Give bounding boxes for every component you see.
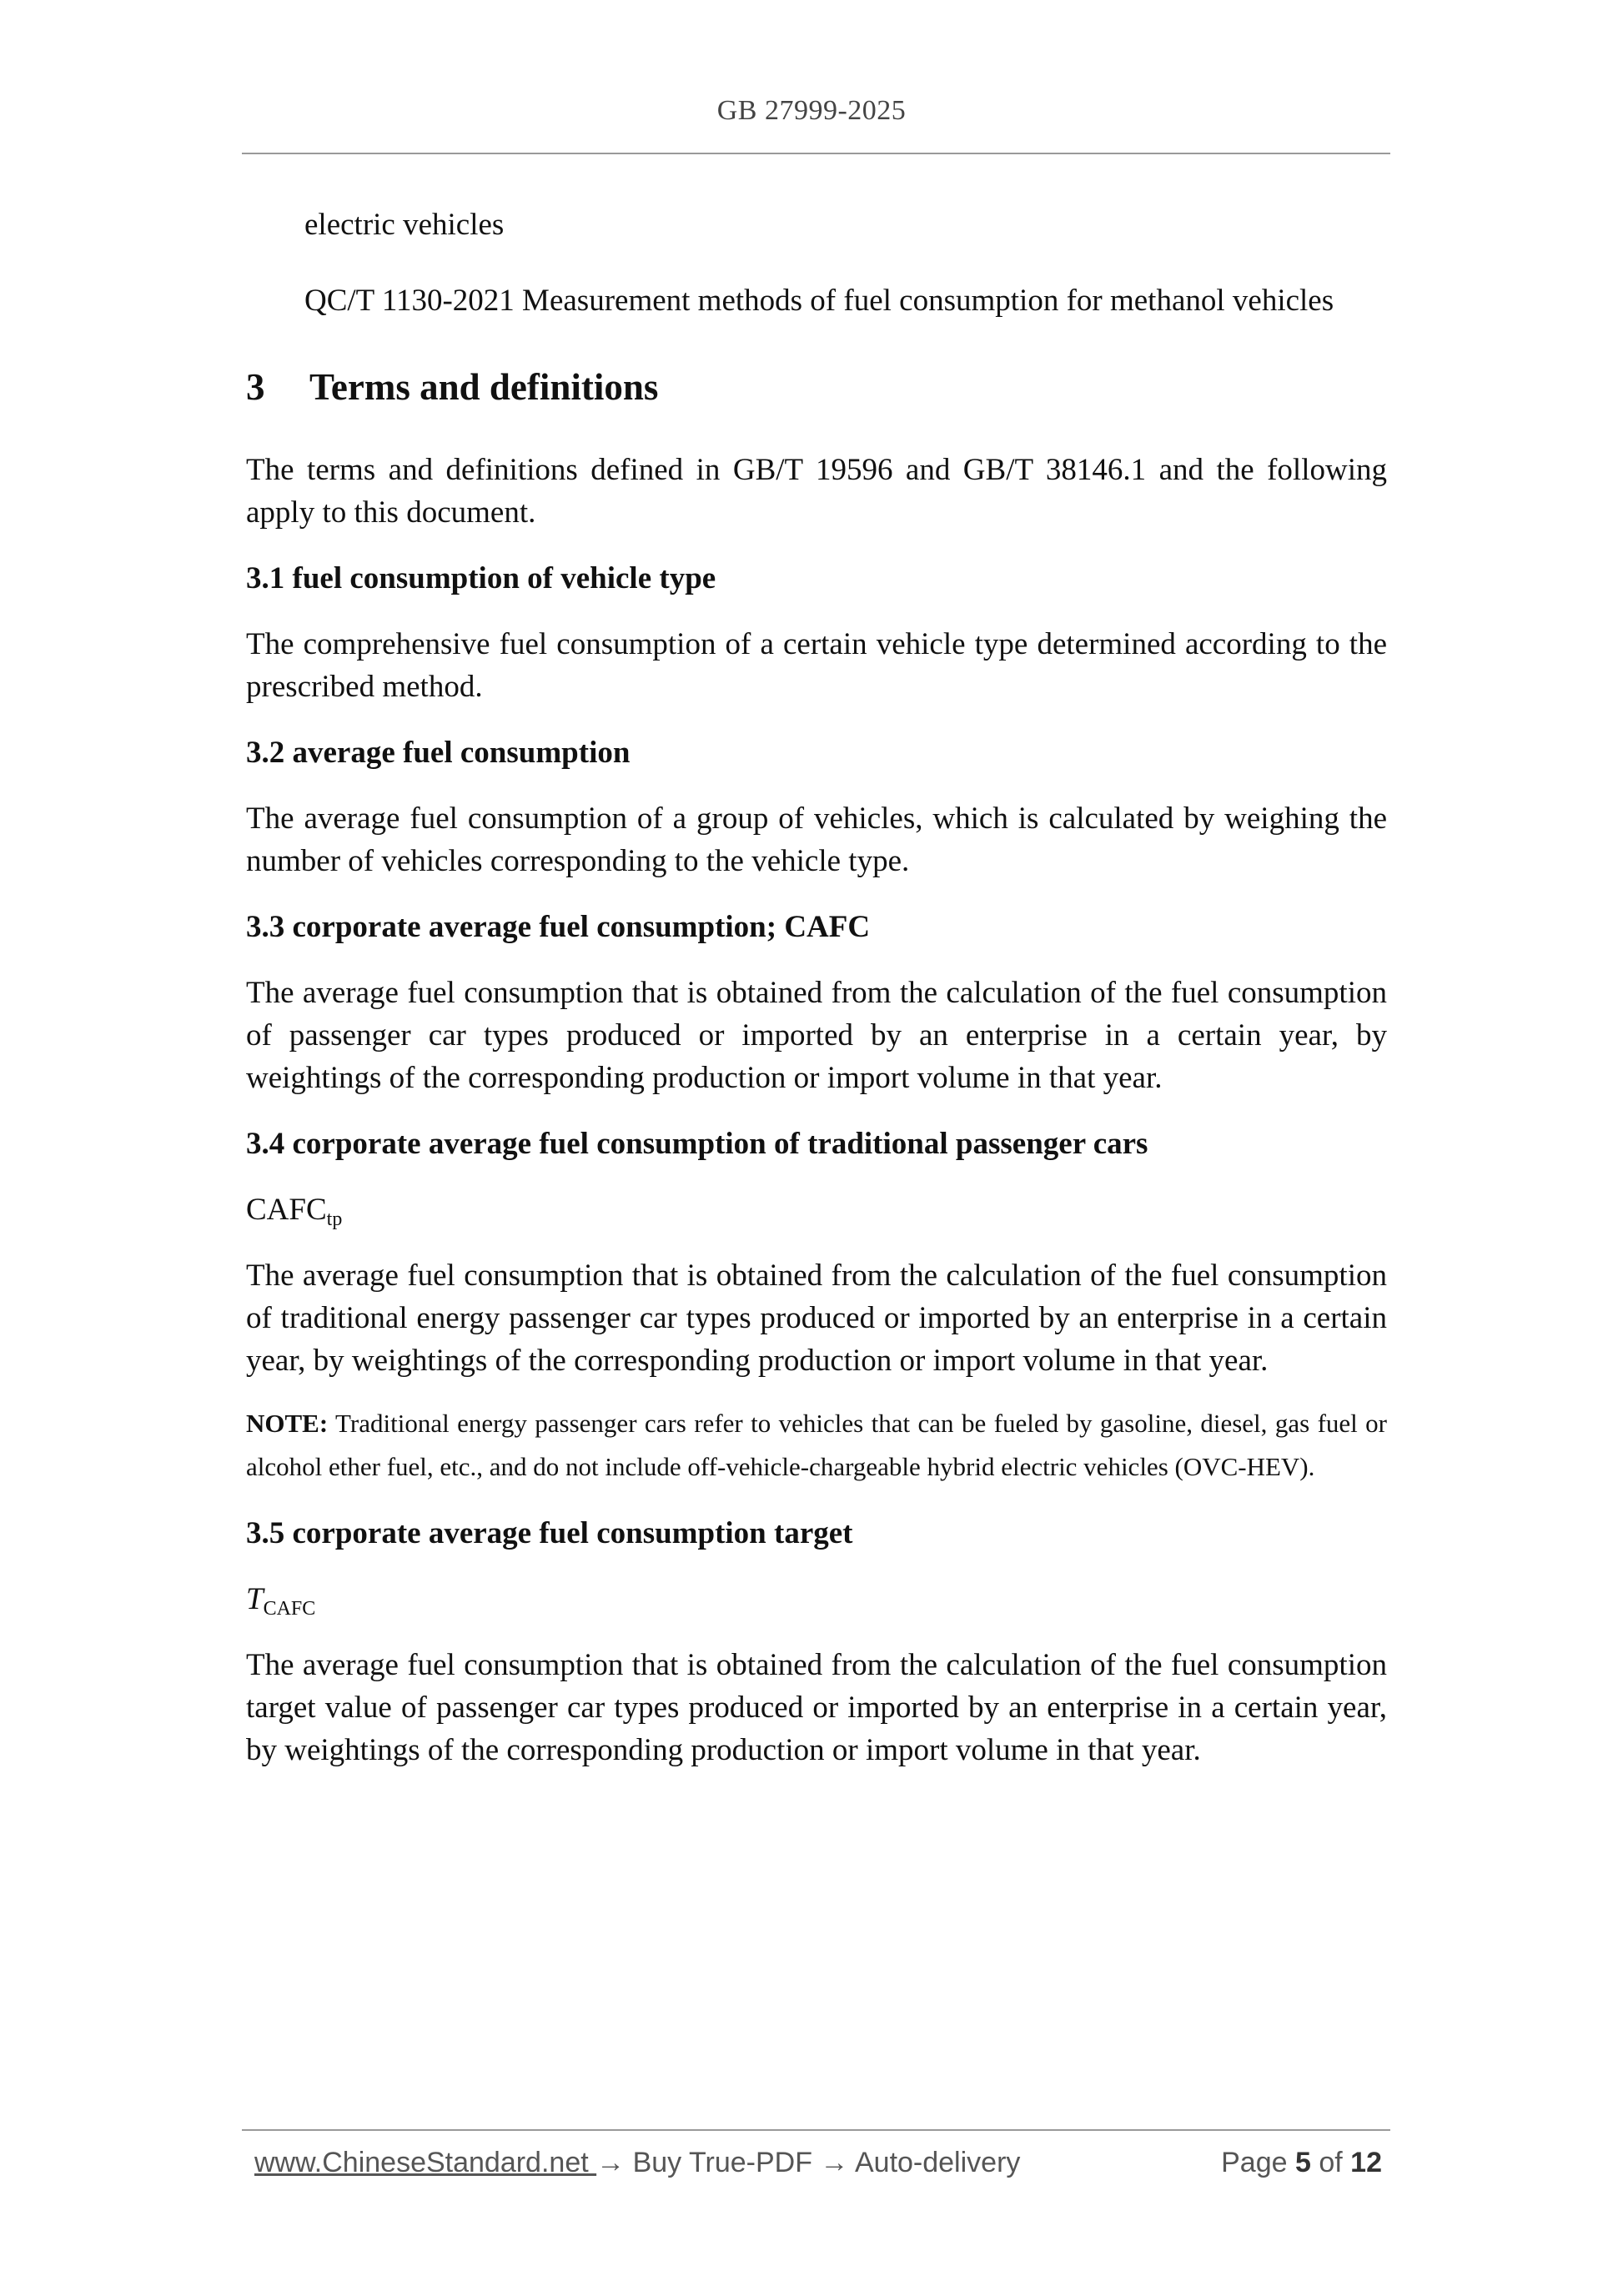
intro-continuation: electric vehicles bbox=[304, 208, 505, 242]
of-label: of bbox=[1319, 2147, 1343, 2178]
term-3-4-symbol-main: CAFC bbox=[246, 1193, 327, 1227]
page-label: Page bbox=[1221, 2147, 1288, 2178]
header-divider bbox=[242, 153, 1390, 154]
page-content bbox=[246, 203, 1387, 1771]
section-3-intro: The terms and definitions defined in GB/T 19596 and GB/T 38146.1 and the following apply to this document. bbox=[246, 453, 1387, 530]
note-label: NOTE: bbox=[246, 1409, 329, 1438]
note-text: Traditional energy passenger cars refer to vehicles that can be fueled by gasoline, diesel, gas fuel or alcohol ether fuel, etc., and do not include off-vehicle-chargeable hybrid electric vehicles (OVC-HEV). bbox=[246, 1409, 1387, 1481]
term-3-2-definition: The average fuel consumption of a group of vehicles, which is calculated by weighing the number of vehicles corresponding to the vehicle type. bbox=[246, 801, 1387, 878]
term-3-5-symbol-main: T bbox=[246, 1582, 264, 1616]
footer-divider bbox=[242, 2129, 1390, 2131]
document-header-title: GB 27999-2025 bbox=[716, 95, 907, 126]
auto-delivery-text: Auto-delivery bbox=[848, 2147, 1021, 2178]
page-indicator bbox=[1221, 2147, 1382, 2179]
arrow-right-icon: → bbox=[596, 2147, 626, 2178]
buy-true-pdf-text: Buy True-PDF bbox=[625, 2147, 821, 2178]
term-3-5-symbol-sub: CAFC bbox=[263, 1598, 316, 1620]
term-3-1-heading: 3.1 fuel consumption of vehicle type bbox=[246, 561, 716, 595]
footer-promo bbox=[254, 2147, 1020, 2179]
arrow-right-icon: → bbox=[820, 2147, 849, 2178]
term-3-5-symbol bbox=[246, 1578, 1387, 1620]
section-3-heading bbox=[246, 362, 1387, 412]
section-3-title: Terms and definitions bbox=[309, 366, 659, 408]
term-3-5-definition: The average fuel consumption that is obtained from the calculation of the fuel consumption target value of passenger car types produced or imported by an enterprise in a certain year, by weightings of the corresponding production or import volume in that year. bbox=[246, 1648, 1387, 1767]
page-number: 5 bbox=[1294, 2147, 1311, 2178]
term-3-4-definition: The average fuel consumption that is obtained from the calculation of the fuel consumption of traditional energy passenger car types produced or imported by an enterprise in a certain year, by weightings of the corresponding production or import volume in that year. bbox=[246, 1259, 1387, 1378]
term-3-4-symbol bbox=[246, 1188, 1387, 1231]
term-3-1-definition: The comprehensive fuel consumption of a certain vehicle type determined according to the prescribed method. bbox=[246, 627, 1387, 704]
term-3-5-heading: 3.5 corporate average fuel consumption target bbox=[246, 1516, 853, 1550]
term-3-4-symbol-sub: tp bbox=[326, 1208, 343, 1230]
term-3-4-note bbox=[246, 1402, 1387, 1489]
page-total: 12 bbox=[1350, 2147, 1382, 2178]
chinesestandard-link[interactable]: www.ChineseStandard.net bbox=[254, 2147, 597, 2178]
intro-reference-qct1130: QC/T 1130-2021 Measurement methods of fuel consumption for methanol vehicles bbox=[304, 284, 1334, 318]
section-3-number: 3 bbox=[246, 366, 265, 408]
term-3-3-definition: The average fuel consumption that is obtained from the calculation of the fuel consumption of passenger car types produced or imported by an enterprise in a certain year, by weightings of the corresponding production or import volume in that year. bbox=[246, 976, 1387, 1095]
term-3-2-heading: 3.2 average fuel consumption bbox=[246, 736, 631, 770]
term-3-4-heading: 3.4 corporate average fuel consumption of traditional passenger cars bbox=[246, 1127, 1148, 1161]
term-3-3-heading: 3.3 corporate average fuel consumption; CAFC bbox=[246, 910, 871, 944]
